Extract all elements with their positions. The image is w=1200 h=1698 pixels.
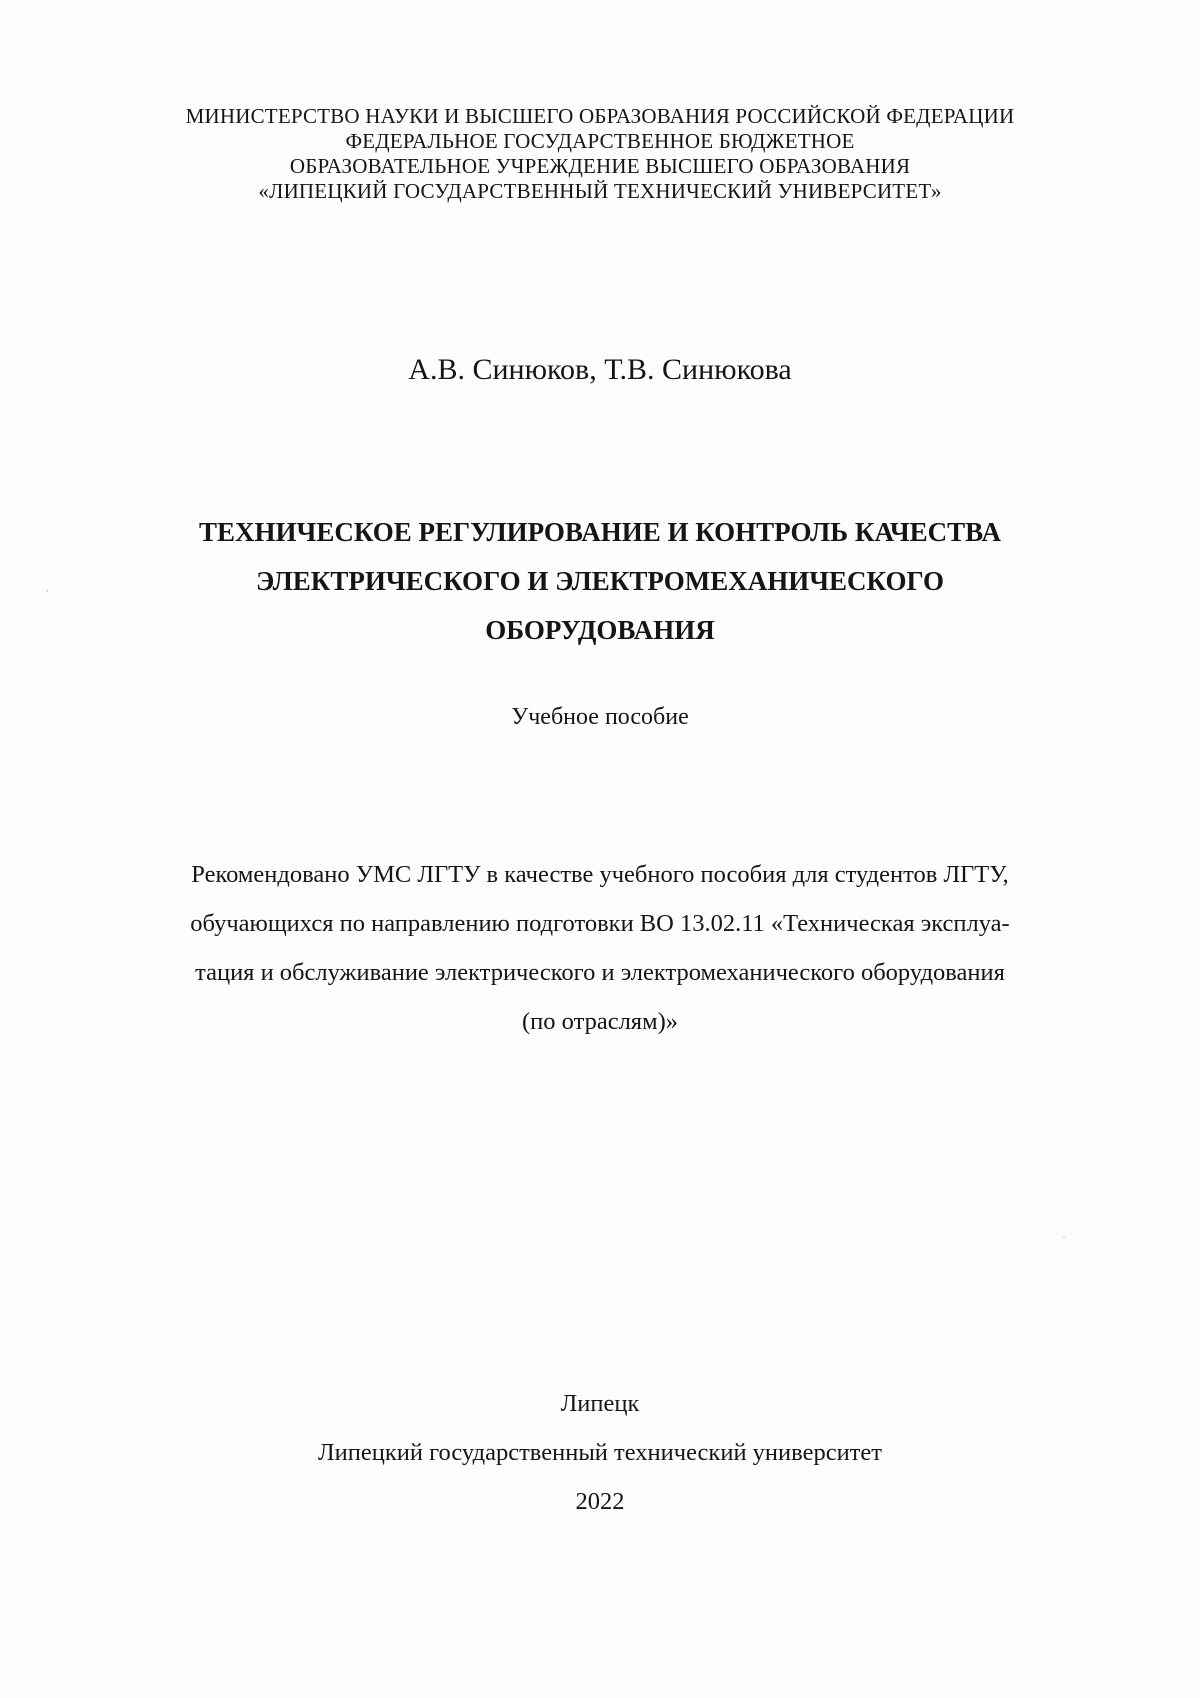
- header-line-university: «ЛИПЕЦКИЙ ГОСУДАРСТВЕННЫЙ ТЕХНИЧЕСКИЙ УНИВЕРСИТЕТ»: [258, 179, 942, 203]
- recommendation-text: [0, 850, 1200, 1046]
- title-line: ТЕХНИЧЕСКОЕ РЕГУЛИРОВАНИЕ И КОНТРОЛЬ КАЧЕСТВА: [199, 517, 1001, 547]
- document-subtitle: Учебное пособие: [511, 704, 689, 730]
- header-line-federal: ФЕДЕРАЛЬНОЕ ГОСУДАРСТВЕННОЕ БЮДЖЕТНОЕ: [345, 129, 855, 153]
- header-line-institution-type: ОБРАЗОВАТЕЛЬНОЕ УЧРЕЖДЕНИЕ ВЫСШЕГО ОБРАЗОВАНИЯ: [289, 154, 911, 178]
- document-title: [0, 508, 1200, 655]
- scan-speck: [1063, 1236, 1065, 1238]
- imprint-publisher: Липецкий государственный технический университет: [318, 1439, 882, 1466]
- title-line: ЭЛЕКТРИЧЕСКОГО И ЭЛЕКТРОМЕХАНИЧЕСКОГО: [256, 566, 944, 596]
- imprint: [0, 1379, 1200, 1526]
- recommendation-line: Рекомендовано УМС ЛГТУ в качестве учебного пособия для студентов ЛГТУ,: [191, 861, 1009, 888]
- recommendation-line: тация и обслуживание электрического и электромеханического оборудования: [195, 959, 1005, 986]
- header-line-ministry: МИНИСТЕРСТВО НАУКИ И ВЫСШЕГО ОБРАЗОВАНИЯ РОССИЙСКОЙ ФЕДЕРАЦИИ: [185, 104, 1015, 128]
- recommendation-line: (по отраслям)»: [522, 1008, 678, 1035]
- scan-speck: [46, 590, 48, 592]
- imprint-city: Липецк: [560, 1390, 640, 1417]
- authors: А.В. Синюков, Т.В. Синюкова: [408, 353, 792, 386]
- institution-header: [0, 104, 1200, 204]
- title-line: ОБОРУДОВАНИЯ: [485, 615, 715, 645]
- recommendation-line: обучающихся по направлению подготовки ВО 13.02.11 «Техническая эксплуа-: [190, 910, 1010, 937]
- imprint-year: 2022: [575, 1488, 625, 1515]
